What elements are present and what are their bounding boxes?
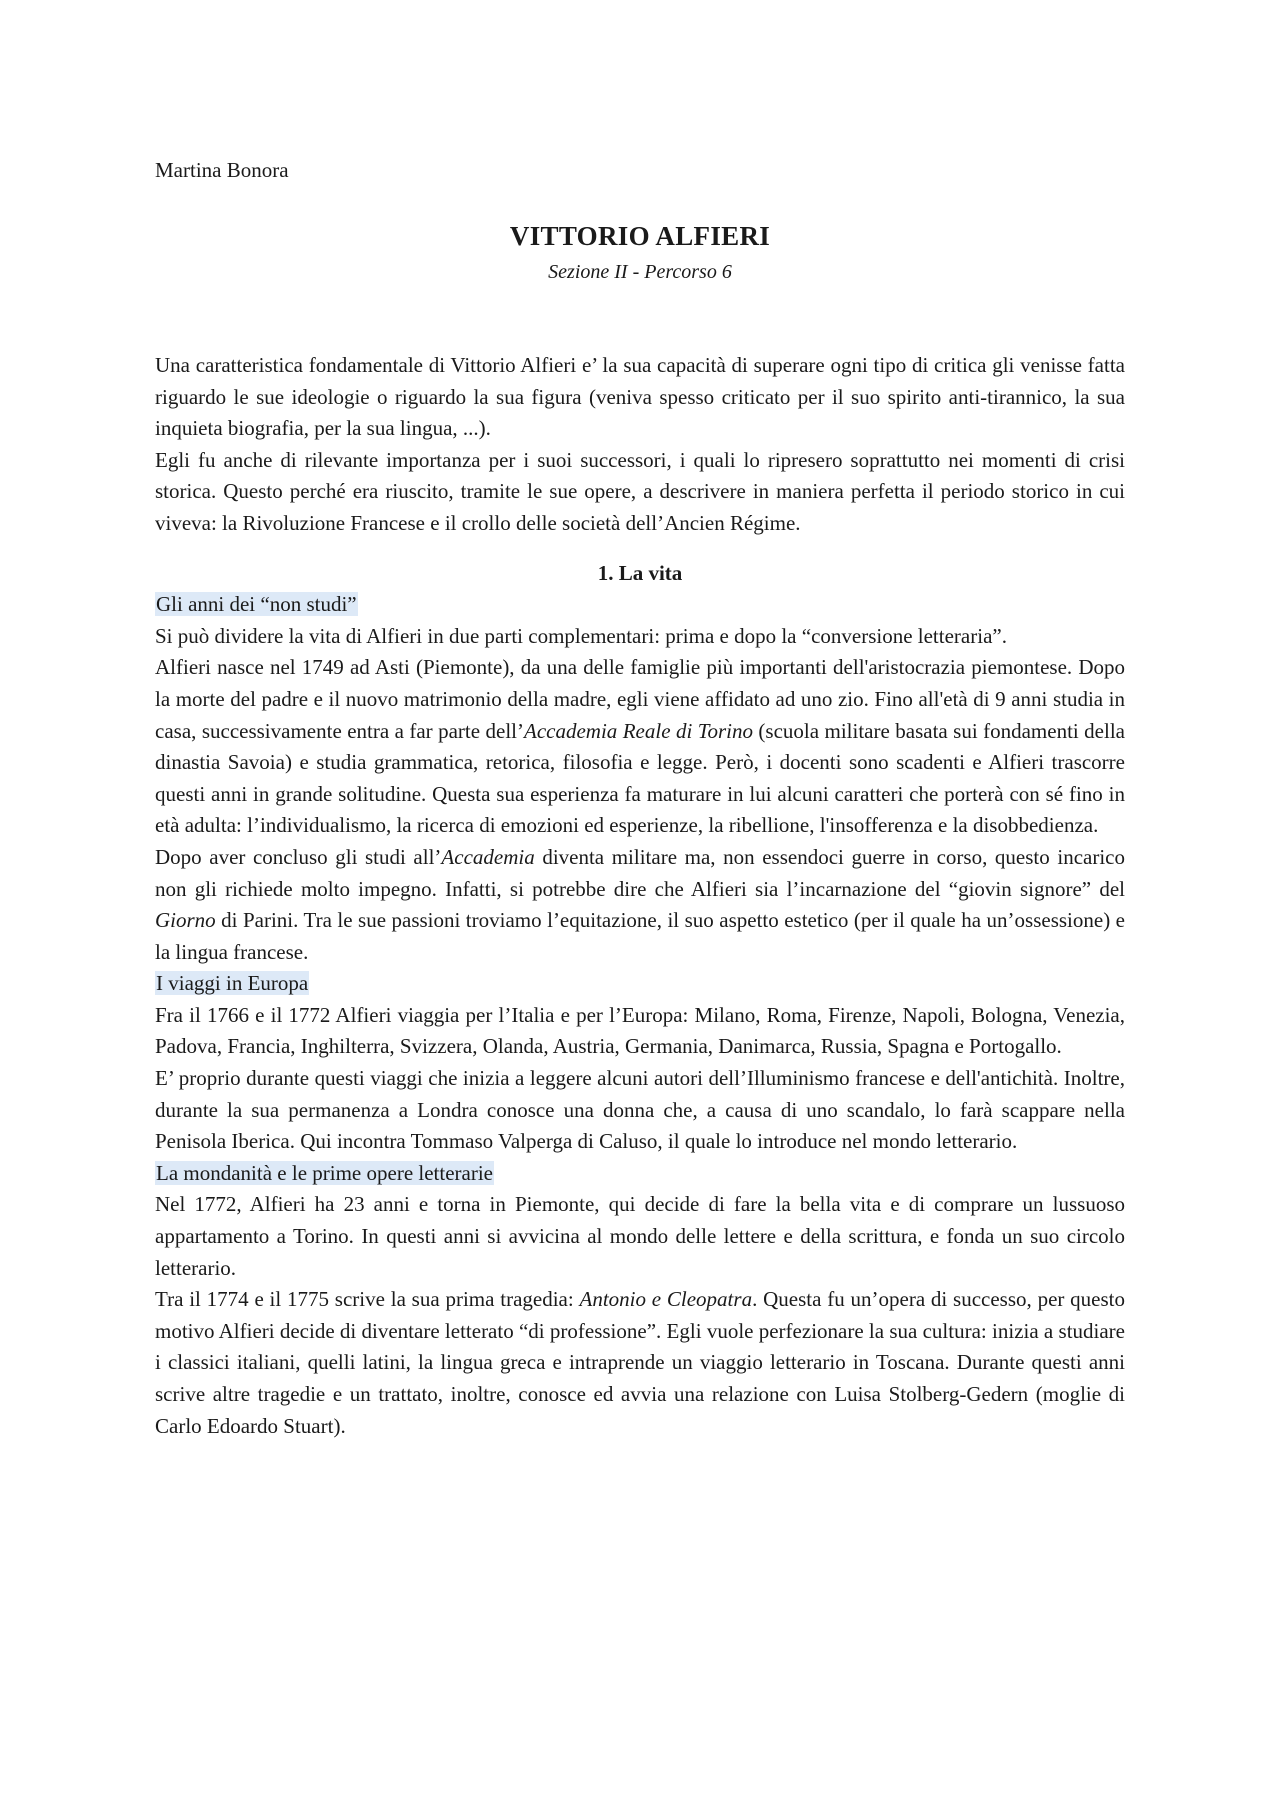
- subheading-mondanita-text: La mondanità e le prime opere letterarie: [156, 1160, 493, 1185]
- paragraph-militare-part-b: diventa militare ma, non essendoci guerre in corso, questo incarico non gli richiede molto impegno. Infatti, si potrebbe dire che Alfieri sia l’incarnazione del “giovin signore” del: [155, 844, 1125, 901]
- document-subtitle: Sezione II - Percorso 6: [548, 261, 732, 283]
- paragraph-militare-part-c: di Parini. Tra le sue passioni troviamo l’equitazione, il suo aspetto estetico (per il quale ha un’ossessione) e la lingua francese.: [155, 908, 1125, 964]
- paragraph-illuminismo: E’ proprio durante questi viaggi che inizia a leggere alcuni autori dell’Illuminismo francese e dell'antichità. Inoltre, durante la sua permanenza a Londra conosce una donna che, a causa di uno scandalo, lo farà scappare nella Penisola Iberica. Qui incontra Tommaso Valperga di Caluso, il quale lo introduce nel mondo letterario.: [155, 1066, 1125, 1154]
- paragraph-nascita: [155, 652, 1125, 842]
- subheading-non-studi: [155, 589, 1125, 621]
- paragraph-prima-tragedia-part-b: . Questa fu un’opera di successo, per questo motivo Alfieri decide di diventare letterato “di professione”. Egli vuole perfezionare la sua cultura: inizia a studiare i classici italiani, quelli latini, la lingua greca e intraprende un viaggio letterario in Toscana. Durante questi anni scrive altre tragedie e un trattato, inoltre, conosce ed avvia una relazione con Luisa Stolberg-Gedern (moglie di Carlo Edoardo Stuart).: [155, 1287, 1126, 1438]
- subheading-viaggi: [155, 968, 1125, 1000]
- paragraph-militare: [155, 842, 1125, 968]
- accademia-emphasis: Accademia: [441, 844, 535, 869]
- antonio-cleopatra-emphasis: Antonio e Cleopatra: [579, 1287, 753, 1312]
- document-title: VITTORIO ALFIERI: [509, 221, 771, 251]
- intro-paragraph-1: Una caratteristica fondamentale di Vittorio Alfieri e’ la sua capacità di superare ogni tipo di critica gli venisse fatta riguardo le sue ideologie o riguardo la sua figura (veniva spesso criticato per il suo spirito anti-tirannico, la sua inquieta biografia, per la sua lingua, ...).: [155, 353, 1125, 441]
- subheading-viaggi-text: I viaggi in Europa: [156, 971, 309, 996]
- giorno-emphasis: Giorno: [155, 908, 216, 933]
- paragraph-militare-part-a: Dopo aver concluso gli studi all’: [155, 844, 442, 869]
- intro-paragraph-2: Egli fu anche di rilevante importanza per i suoi successori, i quali lo ripresero soprattutto nei momenti di crisi storica. Questo perché era riuscito, tramite le sue opere, a descrivere in maniera perfetta il periodo storico in cui viveva: la Rivoluzione Francese e il crollo delle società dell’Ancien Régime.: [155, 447, 1125, 535]
- subheading-mondanita: [155, 1158, 1125, 1190]
- accademia-reale-emphasis: Accademia Reale di Torino: [524, 718, 753, 743]
- paragraph-nascita-part-a: Alfieri nasce nel 1749 ad Asti (Piemonte), da una delle famiglie più importanti dell'aristocrazia piemontese. Dopo la morte del padre e il nuovo matrimonio della madre, egli viene affidato ad uno zio. Fino all'età di 9 anni studia in casa, successivamente entra a far parte dell’: [155, 655, 1125, 743]
- paragraph-torino: Nel 1772, Alfieri ha 23 anni e torna in Piemonte, qui decide di fare la bella vita e di comprare un lussuoso appartamento a Torino. In questi anni si avvicina al mondo delle lettere e della scrittura, e fonda un suo circolo letterario.: [155, 1192, 1125, 1280]
- subheading-non-studi-text: Gli anni dei “non studi”: [156, 592, 357, 617]
- author-name: Martina Bonora: [155, 158, 289, 182]
- paragraph-conversione: Si può dividere la vita di Alfieri in due parti complementari: prima e dopo la “conversione letteraria”.: [155, 623, 1007, 648]
- section-heading-la-vita: 1. La vita: [597, 560, 683, 585]
- paragraph-nascita-part-b: (scuola militare basata sui fondamenti della dinastia Savoia) e studia grammatica, retorica, filosofia e legge. Però, i docenti sono scadenti e Alfieri trascorre questi anni in grande solitudine. Questa sua esperienza fa maturare in lui alcuni caratteri che porterà con sé fino in età adulta: l’individualismo, la ricerca di emozioni ed esperienze, la ribellione, l'insofferenza e la disobbedienza.: [155, 718, 1125, 838]
- paragraph-prima-tragedia: [155, 1284, 1125, 1442]
- paragraph-viaggi-elenco: Fra il 1766 e il 1772 Alfieri viaggia per l’Italia e per l’Europa: Milano, Roma, Firenze, Napoli, Bologna, Venezia, Padova, Francia, Inghilterra, Svizzera, Olanda, Austria, Germania, Danimarca, Russia, Spagna e Portogallo.: [155, 1002, 1125, 1059]
- document-body: [155, 350, 1125, 1442]
- paragraph-prima-tragedia-part-a: Tra il 1774 e il 1775 scrive la sua prima tragedia:: [155, 1287, 580, 1312]
